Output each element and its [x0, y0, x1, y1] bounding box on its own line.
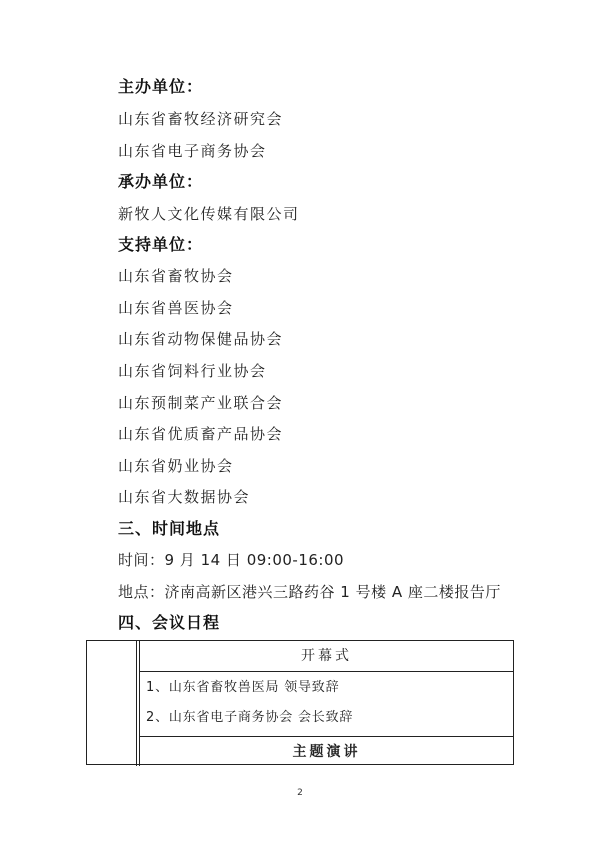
table-row-divider	[139, 736, 514, 737]
table-row-divider	[139, 671, 514, 672]
supporter-item: 山东省优质畜产品协会	[118, 425, 284, 443]
event-time: 时间：9 月 14 日 09:00-16:00	[118, 551, 345, 569]
agenda-item: 2、山东省电子商务协会 会长致辞	[146, 710, 354, 725]
supporter-item: 山东预制菜产业联合会	[118, 394, 284, 412]
agenda-item: 1、山东省畜牧兽医局 领导致辞	[146, 680, 340, 695]
supporter-item: 山东省畜牧协会	[118, 267, 234, 285]
opening-ceremony-title: 开幕式	[301, 648, 352, 664]
section-heading-time-place: 三、时间地点	[118, 519, 221, 538]
section-heading-agenda: 四、会议日程	[118, 613, 221, 632]
agenda-table	[86, 640, 515, 766]
host-item: 山东省畜牧经济研究会	[118, 110, 284, 128]
page-number: 2	[297, 788, 303, 798]
supporter-item: 山东省奶业协会	[118, 457, 234, 475]
undertaker-heading: 承办单位：	[118, 172, 204, 191]
supporter-item: 山东省大数据协会	[118, 488, 251, 506]
supporter-item: 山东省兽医协会	[118, 299, 234, 317]
supporter-item: 山东省饲料行业协会	[118, 362, 267, 380]
keynote-title: 主题演讲	[292, 744, 361, 760]
table-divider	[136, 640, 137, 766]
event-place: 地点：济南高新区港兴三路药谷 1 号楼 A 座二楼报告厅	[118, 583, 501, 601]
supporter-item: 山东省动物保健品协会	[118, 330, 284, 348]
host-heading: 主办单位：	[118, 77, 204, 96]
supporter-heading: 支持单位：	[118, 235, 204, 254]
host-item: 山东省电子商务协会	[118, 142, 267, 160]
undertaker-item: 新牧人文化传媒有限公司	[118, 205, 300, 223]
